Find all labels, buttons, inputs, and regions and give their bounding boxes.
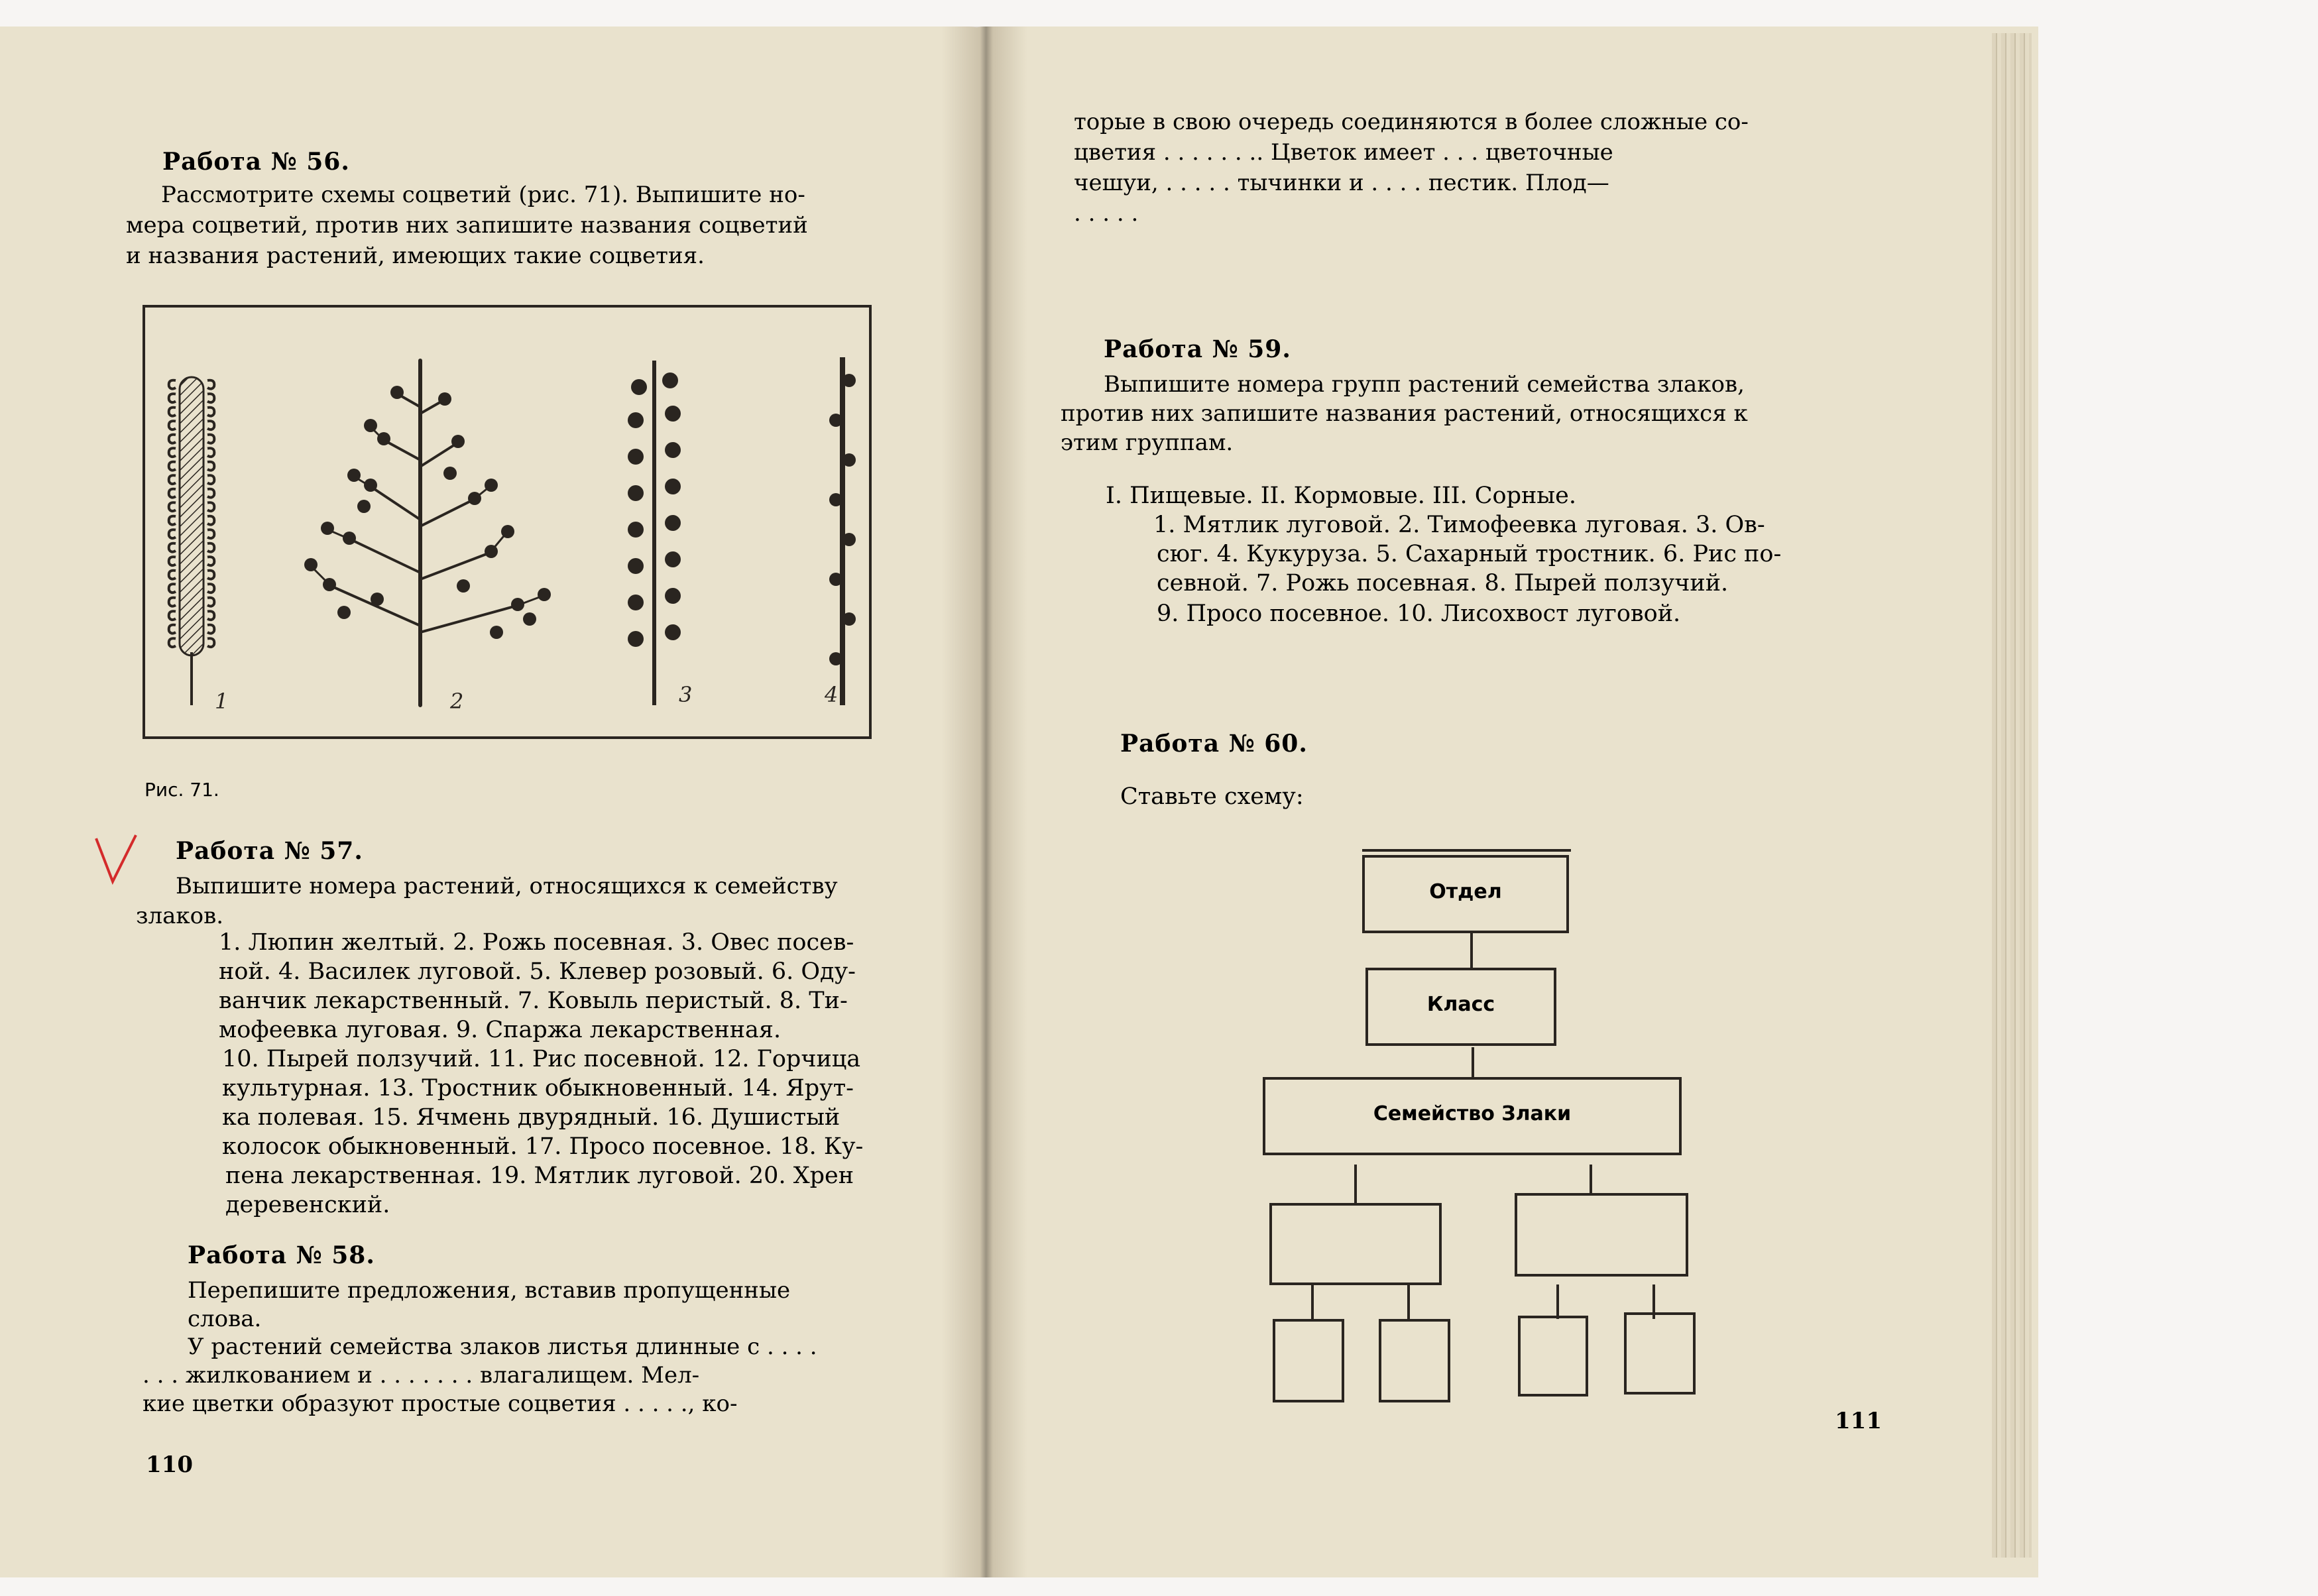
scheme-label-family: Семейство Злаки [1373, 1102, 1572, 1125]
w59-title: Работа № 59. [1104, 335, 1291, 363]
page-number-right: 111 [1835, 1408, 1882, 1434]
continuation-line: торые в свою очередь соединяются в более сложные со- [1074, 109, 1749, 135]
scheme-1-cob [169, 377, 215, 705]
scheme-label-division: Отдел [1429, 880, 1502, 903]
page-edges [1992, 33, 2032, 1558]
cob-flower-loop [169, 571, 176, 579]
continuation-line: цветия . . . . . . .. Цветок имеет . . . цветочные [1074, 139, 1613, 166]
scheme-box-empty-right [1515, 1193, 1688, 1277]
inflorescence-schemes [145, 308, 869, 736]
cob-flower-loop [169, 448, 176, 457]
figure-label-4: 4 [825, 682, 839, 707]
w59-list-line: сюг. 4. Кукуруза. 5. Сахарный тростник. 6. Рис по- [1157, 541, 1782, 567]
figure-71-frame [143, 305, 872, 739]
w59-line-1: Выпишите номера групп растений семейства злаков, [1104, 371, 1745, 398]
w57-list-line: 1. Люпин желтый. 2. Рожь посевная. 3. Овес посев- [219, 929, 854, 956]
cob-flower-loop [207, 530, 214, 538]
cob-flower-loop [169, 611, 176, 620]
scheme-box-family [1263, 1077, 1682, 1155]
w57-list-line: колосок обыкновенный. 17. Просо посевное. 18. Ку- [222, 1133, 864, 1160]
w57-title: Работа № 57. [176, 837, 363, 865]
cob-flower-loop [207, 448, 214, 457]
w57-line-2: злаков. [136, 903, 224, 929]
w60-instruction: Ставьте схему: [1120, 783, 1304, 810]
figure-caption: Рис. 71. [145, 779, 219, 801]
cob-flower-loop [169, 516, 176, 525]
continuation-line: чешуи, . . . . . тычинки и . . . . пестик. Плод— [1074, 170, 1609, 196]
w57-line-1: Выпишите номера растений, относящихся к семейству [176, 873, 838, 899]
w59-list-line: 1. Мятлик луговой. 2. Тимофеевка луговая. 3. Ов- [1153, 512, 1765, 538]
w57-list-line: 10. Пырей ползучий. 11. Рис посевной. 12. Горчица [222, 1046, 861, 1072]
cob-flower-loop [169, 543, 176, 552]
cob-flower-loop [169, 530, 176, 538]
cob-flower-loop [169, 394, 176, 402]
w58-line-3: У растений семейства злаков листья длинные с . . . . [188, 1334, 817, 1360]
cob-flower-loop [207, 435, 214, 443]
w57-list-line: деревенский. [225, 1192, 390, 1218]
cob-flower-loop [207, 638, 214, 647]
w56-line-3: и названия растений, имеющих такие соцветия. [126, 243, 705, 269]
w58-line-2: слова. [188, 1306, 262, 1332]
w58-line-5: кие цветки образуют простые соцветия . . . . ., ко- [143, 1391, 738, 1417]
figure-label-2: 2 [450, 689, 464, 714]
cob-flower-loop [207, 489, 214, 498]
cob-flower-loop [207, 598, 214, 606]
cob-flower-loop [207, 543, 214, 552]
cob-flower-loop [169, 462, 176, 471]
w56-title: Работа № 56. [162, 148, 350, 176]
cob-flower-loop [207, 475, 214, 484]
figure-label-3: 3 [679, 682, 693, 707]
cob-flower-loop [169, 638, 176, 647]
red-check-mark-icon [93, 832, 139, 885]
w57-list-line: культурная. 13. Тростник обыкновенный. 14. Ярут- [222, 1075, 854, 1102]
w59-list-line: 9. Просо посевное. 10. Лисохвост луговой. [1157, 600, 1681, 627]
cob-flower-loop [169, 625, 176, 634]
cob-flower-loop [207, 462, 214, 471]
w58-line-1: Перепишите предложения, вставив пропущенные [188, 1277, 791, 1304]
cob-flower-loop [169, 380, 176, 389]
cob-flower-loop [207, 611, 214, 620]
cob-flower-loop [169, 502, 176, 511]
w56-line-2: мера соцветий, против них запишите названия соцветий [126, 212, 808, 239]
w60-title: Работа № 60. [1120, 730, 1308, 758]
cob-flower-loop [207, 557, 214, 565]
w57-list-line: мофеевка луговая. 9. Спаржа лекарственная. [219, 1017, 782, 1043]
cob-flower-loop [207, 394, 214, 402]
w57-list-line: ванчик лекарственный. 7. Ковыль перистый. 8. Ти- [219, 988, 848, 1014]
w58-title: Работа № 58. [188, 1241, 375, 1269]
cob-flower-loop [207, 408, 214, 416]
cob-flower-loop [169, 598, 176, 606]
figure-label-1: 1 [215, 689, 229, 714]
scheme-box-empty-leaf [1379, 1319, 1450, 1402]
cob-flower-loop [207, 571, 214, 579]
cob-flower-loop [169, 489, 176, 498]
scheme-box-class [1365, 968, 1556, 1046]
scheme-label-class: Класс [1426, 993, 1495, 1016]
cob-flower-loop [207, 421, 214, 429]
cob-flower-loop [207, 516, 214, 525]
continuation-line: . . . . . [1074, 200, 1139, 227]
book-gutter [941, 27, 1027, 1577]
cob-flower-loop [169, 475, 176, 484]
w57-list-line: ка полевая. 15. Ячмень двурядный. 16. Душистый [222, 1104, 840, 1131]
page-number-left: 110 [146, 1452, 193, 1478]
w59-line-2: против них запишите названия растений, относящихся к [1061, 400, 1748, 427]
cob-flower-loop [207, 584, 214, 593]
scheme-2-flowers [304, 386, 551, 639]
w57-list-line: ной. 4. Василек луговой. 5. Клевер розовый. 6. Оду- [219, 958, 856, 985]
cob-flower-loop [169, 584, 176, 593]
w58-line-4: . . . жилкованием и . . . . . . . влагалищем. Мел- [143, 1362, 700, 1389]
w56-line-1: Рассмотрите схемы соцветий (рис. 71). Выпишите но- [161, 182, 805, 208]
cob-flower-loop [207, 625, 214, 634]
scheme-box-empty-left [1269, 1203, 1442, 1285]
scheme-box-division [1362, 855, 1569, 933]
scheme-box-empty-leaf [1624, 1312, 1696, 1395]
cob-flower-loop [207, 502, 214, 511]
w59-line-3: этим группам. [1061, 429, 1234, 456]
cob-flower-loop [169, 435, 176, 443]
cob-flower-loop [169, 408, 176, 416]
w59-groups: I. Пищевые. II. Кормовые. III. Сорные. [1106, 483, 1576, 509]
cob-flower-loop [169, 421, 176, 429]
scheme-box-empty-leaf [1273, 1319, 1344, 1402]
scheme-box-empty-leaf [1518, 1316, 1588, 1396]
w59-list-line: севной. 7. Рожь посевная. 8. Пырей ползучий. [1157, 570, 1729, 597]
w57-list-line: пена лекарственная. 19. Мятлик луговой. 20. Хрен [225, 1163, 854, 1189]
cob-flower-loop [169, 557, 176, 565]
cob-flower-loop [207, 380, 214, 389]
